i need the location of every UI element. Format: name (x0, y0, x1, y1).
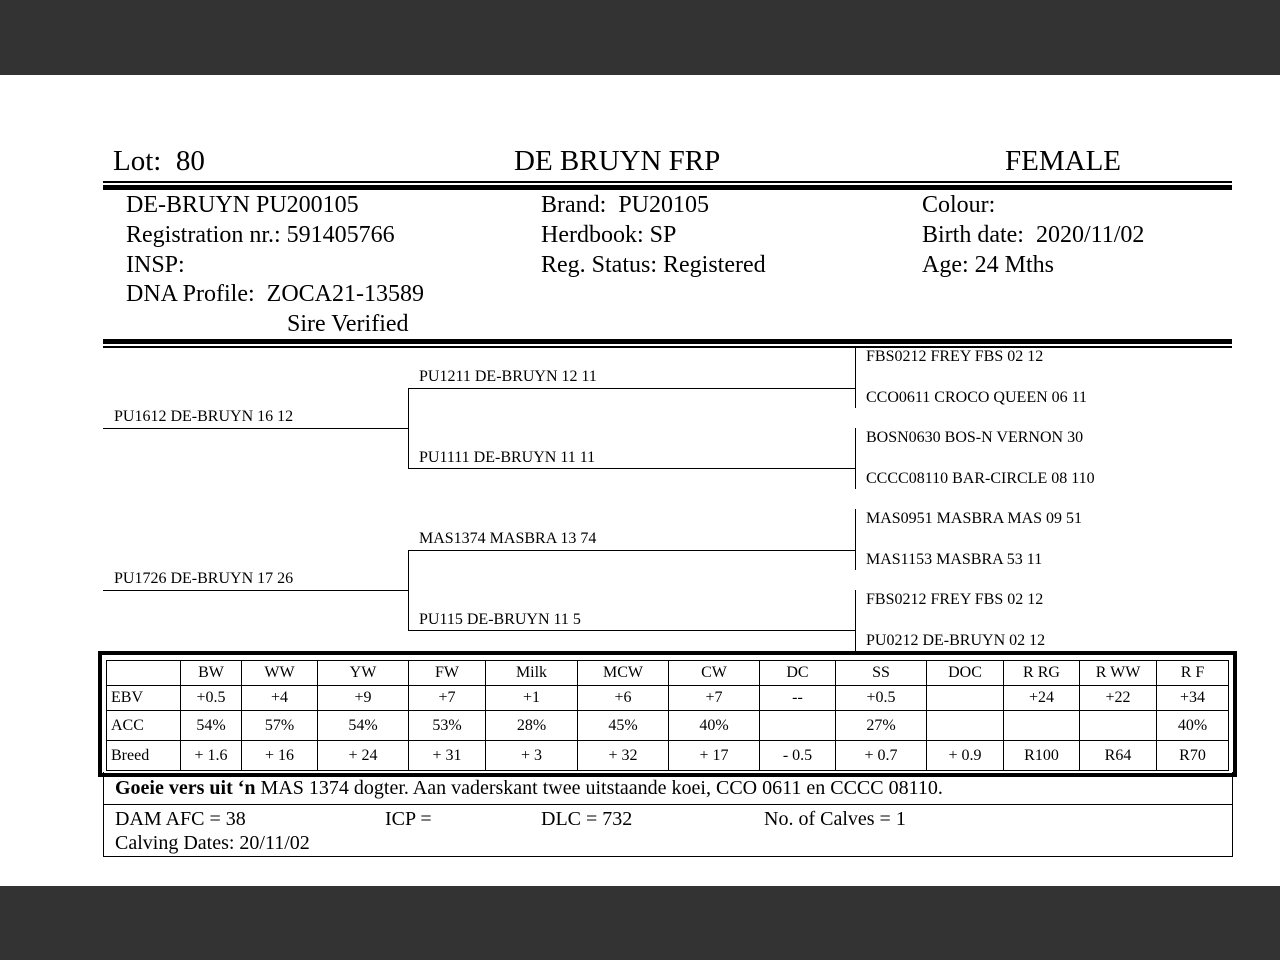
age-label: Age: (922, 252, 969, 278)
table-cell: EBV (107, 686, 181, 711)
pedigree-line (408, 388, 409, 469)
bottom-letterbox-bar (0, 886, 1280, 960)
age-value: 24 Mths (974, 252, 1055, 278)
pedigree-line (408, 550, 409, 631)
registration-label: Registration nr.: (126, 222, 281, 248)
age (922, 252, 1054, 279)
pedigree-ggp: CCO0611 CROCO QUEEN 06 11 (866, 389, 1088, 406)
table-header-cell (107, 661, 181, 686)
table-cell: +34 (1157, 686, 1229, 711)
table-cell (927, 686, 1004, 711)
comment-body: MAS 1374 dogter. Aan vaderskant twee uitstaande koei, CCO 0611 en CCCC 08110. (260, 777, 943, 799)
herdbook-label: Herdbook: (541, 222, 644, 248)
table-cell: ACC (107, 711, 181, 741)
table-cell: + 32 (578, 741, 669, 771)
table-cell (927, 711, 1004, 741)
pedigree-line (408, 388, 856, 389)
pedigree-ggp: BOSN0630 BOS-N VERNON 30 (866, 429, 1084, 446)
table-cell: 40% (669, 711, 760, 741)
table-header-cell: R WW (1080, 661, 1157, 686)
table-header-cell: R F (1157, 661, 1229, 686)
table-cell: +9 (318, 686, 409, 711)
pedigree-ggp: CCCC08110 BAR-CIRCLE 08 110 (866, 470, 1095, 487)
pedigree-line (103, 590, 409, 591)
pedigree-ggp: MAS1153 MASBRA 53 11 (866, 551, 1043, 568)
dna-profile (126, 281, 424, 308)
dna-value: ZOCA21-13589 (266, 281, 424, 307)
dna-label: DNA Profile: (126, 281, 255, 307)
calving-dates: Calving Dates: 20/11/02 (115, 832, 310, 854)
table-header-cell: FW (409, 661, 486, 686)
table-cell: 40% (1157, 711, 1229, 741)
pedigree-line (855, 347, 856, 408)
table-cell: 45% (578, 711, 669, 741)
pedigree-ggp: FBS0212 FREY FBS 02 12 (866, 348, 1044, 365)
table-header-cell: SS (836, 661, 927, 686)
pedigree-line (855, 509, 856, 570)
ebv-table (106, 660, 1229, 771)
pedigree-line (408, 468, 856, 469)
table-cell: + 16 (242, 741, 318, 771)
table-header-cell: R RG (1004, 661, 1080, 686)
lot-label-text: Lot: (113, 145, 162, 177)
table-cell (1080, 711, 1157, 741)
table-cell: 54% (181, 711, 242, 741)
table-cell: +0.5 (181, 686, 242, 711)
table-cell: - 0.5 (760, 741, 836, 771)
pedigree-line (103, 428, 409, 429)
insp-label: INSP: (126, 252, 185, 278)
table-cell: + 3 (486, 741, 578, 771)
table-cell: -- (760, 686, 836, 711)
table-header-cell: CW (669, 661, 760, 686)
pedigree-sire-sire: PU1211 DE-BRUYN 12 11 (419, 368, 597, 385)
table-cell: + 31 (409, 741, 486, 771)
table-header-cell: YW (318, 661, 409, 686)
table-cell: +7 (409, 686, 486, 711)
table-cell: +0.5 (836, 686, 927, 711)
table-cell: + 17 (669, 741, 760, 771)
table-cell: R70 (1157, 741, 1229, 771)
table-cell: +6 (578, 686, 669, 711)
table-cell: + 24 (318, 741, 409, 771)
colour-label: Colour: (922, 192, 996, 218)
header-rule-thin (103, 181, 1232, 183)
birth-value: 2020/11/02 (1035, 222, 1145, 248)
icp: ICP = (385, 808, 432, 830)
reg-status-value: Registered (663, 252, 766, 278)
pedigree-dam-sire: MAS1374 MASBRA 13 74 (419, 530, 597, 547)
pedigree-ggp: FBS0212 FREY FBS 02 12 (866, 591, 1044, 608)
birth-label: Birth date: (922, 222, 1024, 248)
registration-number (126, 222, 395, 249)
brand-label: Brand: (541, 192, 607, 218)
table-cell: 27% (836, 711, 927, 741)
calves-count: No. of Calves = 1 (764, 808, 906, 830)
info-rule-thin (103, 346, 1232, 348)
table-cell: +24 (1004, 686, 1080, 711)
table-cell: 28% (486, 711, 578, 741)
brand (541, 192, 709, 219)
table-cell: +22 (1080, 686, 1157, 711)
pedigree-line (408, 550, 856, 551)
pedigree-ggp: PU0212 DE-BRUYN 02 12 (866, 632, 1046, 649)
pedigree-line (855, 428, 856, 489)
comment-text (115, 777, 943, 800)
table-cell: R100 (1004, 741, 1080, 771)
table-row (107, 741, 1229, 771)
table-row (107, 711, 1229, 741)
header-rule-thick (103, 185, 1232, 190)
dam-afc: DAM AFC = 38 (115, 808, 246, 830)
pedigree-dam-dam: PU115 DE-BRUYN 11 5 (419, 611, 581, 628)
comment-bold: Goeie vers uit ‘n (115, 777, 256, 799)
pedigree-sire: PU1612 DE-BRUYN 16 12 (114, 408, 294, 425)
table-cell: 54% (318, 711, 409, 741)
lot-number: 80 (175, 145, 205, 177)
herdbook (541, 222, 676, 249)
table-cell: +7 (669, 686, 760, 711)
table-cell (760, 711, 836, 741)
pedigree-sire-dam: PU1111 DE-BRUYN 11 11 (419, 449, 596, 466)
table-cell: + 1.6 (181, 741, 242, 771)
table-cell: Breed (107, 741, 181, 771)
table-cell: +4 (242, 686, 318, 711)
table-row (107, 686, 1229, 711)
lot-label (113, 145, 205, 178)
table-header-cell: DOC (927, 661, 1004, 686)
table-cell: 57% (242, 711, 318, 741)
table-header-cell: Milk (486, 661, 578, 686)
table-cell (1004, 711, 1080, 741)
table-cell: + 0.7 (836, 741, 927, 771)
table-header-cell: MCW (578, 661, 669, 686)
registration-value: 591405766 (286, 222, 395, 248)
table-cell: 53% (409, 711, 486, 741)
brand-value: PU20105 (618, 192, 710, 218)
herdbook-value: SP (649, 222, 677, 248)
dlc: DLC = 732 (541, 808, 633, 830)
top-letterbox-bar (0, 0, 1280, 75)
table-header-cell: BW (181, 661, 242, 686)
reg-status (541, 252, 766, 279)
table-cell: + 0.9 (927, 741, 1004, 771)
pedigree-line (855, 590, 856, 651)
dna-status: Sire Verified (287, 311, 409, 337)
table-cell: R64 (1080, 741, 1157, 771)
reg-status-label: Reg. Status: (541, 252, 658, 278)
table-cell: +1 (486, 686, 578, 711)
pedigree-ggp: MAS0951 MASBRA MAS 09 51 (866, 510, 1083, 527)
sex-label: FEMALE (1005, 145, 1121, 177)
birth-date (922, 222, 1144, 249)
pedigree-dam: PU1726 DE-BRUYN 17 26 (114, 570, 294, 587)
animal-name: DE-BRUYN PU200105 (126, 192, 359, 218)
info-rule-thick (103, 339, 1232, 344)
table-header-cell: DC (760, 661, 836, 686)
table-header-cell: WW (242, 661, 318, 686)
ebv-header-row (107, 661, 1229, 686)
breeder-name: DE BRUYN FRP (514, 145, 721, 177)
pedigree-line (408, 630, 856, 631)
